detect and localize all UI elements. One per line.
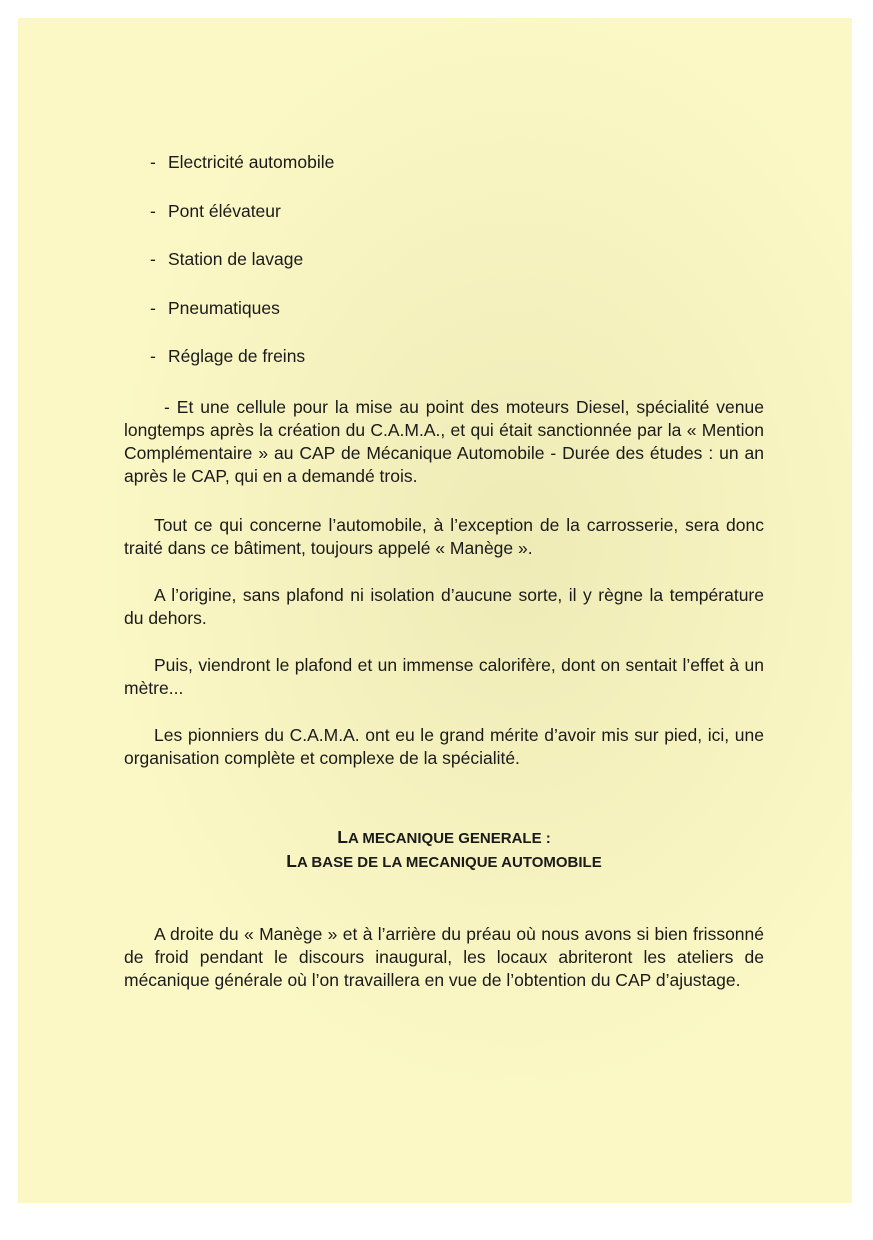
paragraph-diesel-cell: - Et une cellule pour la mise au point des moteurs Diesel, spécialité venue longtemps après la création du C.A.M.A., et qui était sanctionnée par la « Mention Complémentaire » au CAP de Mécanique Automobile - Durée des études : un an après le CAP, qui en a demandé trois. [124, 397, 764, 486]
paragraph-pioneers: Les pionniers du C.A.M.A. ont eu le grand mérite d’avoir mis sur pied, ici, une organisation complète et complexe de la spécialité. [124, 725, 764, 768]
list-item-text: Pneumatiques [168, 297, 280, 318]
heading-line-2: LA BASE DE LA MECANIQUE AUTOMOBILE [286, 851, 602, 871]
heading-line-1: LA MECANIQUE GENERALE : [337, 827, 551, 847]
paragraph-origin: A l’origine, sans plafond ni isolation d’aucune sorte, il y règne la température du dehors. [124, 585, 764, 628]
bullet-marker: - [150, 200, 156, 221]
list-item [150, 200, 334, 249]
bullet-marker: - [150, 249, 156, 269]
list-item [150, 345, 334, 394]
document-page [18, 18, 852, 1203]
equipment-list [150, 151, 334, 394]
list-item-text: Réglage de freins [168, 346, 306, 366]
list-item [150, 297, 334, 346]
bullet-marker: - [150, 152, 156, 172]
paragraph-automobile-scope: Tout ce qui concerne l’automobile, à l’exception de la carrosserie, sera donc traité dans ce bâtiment, toujours appelé « Manège ». [124, 515, 764, 558]
bullet-marker: - [150, 297, 156, 318]
list-item-text: Electricité automobile [168, 152, 335, 172]
paragraph-heating: Puis, viendront le plafond et un immense calorifère, dont on sentait l’effet à un mètre... [124, 655, 764, 698]
section-heading [124, 826, 764, 874]
list-item [150, 248, 334, 297]
bullet-marker: - [150, 346, 156, 366]
list-item [150, 151, 334, 200]
list-item-text: Pont élévateur [168, 200, 281, 221]
paragraph-general-mechanics: A droite du « Manège » et à l’arrière du préau où nous avons si bien frissonné de froid pendant le discours inaugural, les locaux abriteront les ateliers de mécanique générale où l’on travaillera en vue de l’obtention du CAP d’ajustage. [124, 924, 764, 990]
list-item-text: Station de lavage [168, 249, 304, 269]
